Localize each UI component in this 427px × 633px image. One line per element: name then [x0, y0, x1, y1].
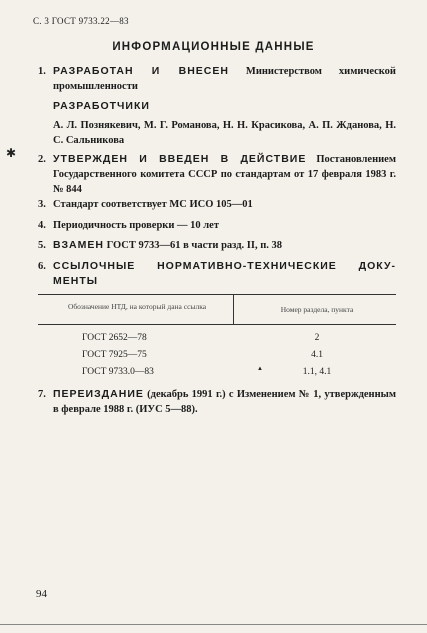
item-number: 7.	[38, 389, 46, 400]
item-lead: РАЗРАБОТАН И ВНЕСЕН	[53, 65, 229, 77]
page-header: С. 3 ГОСТ 9733.22—83	[33, 16, 129, 26]
table-cell-section: 1.1, 4.1	[302, 367, 332, 377]
item-number: 5.	[38, 240, 46, 251]
info-item-1	[38, 64, 396, 94]
table-cell-section: 2	[314, 333, 320, 343]
item-number: 6.	[38, 261, 46, 272]
table-top-rule	[38, 294, 396, 295]
item-text	[53, 238, 396, 253]
item-body: Министерством химической промышленности	[53, 66, 396, 92]
item-lead: УТВЕРЖДЕН И ВВЕДЕН В ДЕЙСТВИЕ	[53, 153, 307, 165]
item-number: 4.	[38, 220, 46, 231]
reference-table	[38, 294, 396, 378]
item-lead-continued: МЕНТЫ	[53, 275, 99, 287]
table-header-rule	[38, 324, 396, 325]
item-body: Постановлением Государственного комитета СССР по стандартам от 17 февраля 1983 г. № 844	[53, 154, 396, 195]
table-header-section: Номер раздела, пункта	[280, 305, 354, 314]
item-number: 2.	[38, 154, 46, 165]
developers-heading: РАЗРАБОТЧИКИ	[53, 100, 150, 112]
table-cell-document: ГОСТ 9733.0—83	[82, 367, 154, 377]
triangle-mark-icon: ▲	[257, 366, 263, 372]
item-lead: ССЫЛОЧНЫЕ НОРМАТИВНО-ТЕХНИЧЕСКИЕ ДОКУ-	[53, 260, 396, 272]
item-lead: ВЗАМЕН	[53, 239, 104, 251]
table-column-divider	[233, 294, 234, 324]
bottom-rule	[0, 624, 427, 625]
item-number: 1.	[38, 66, 46, 77]
item-text: Периодичность проверки — 10 лет	[53, 220, 219, 231]
item-body: (декабрь 1991 г.) с Изменением № 1, утвержденным в феврале 1988 г. (ИУС 5—88).	[53, 389, 396, 415]
page-title: ИНФОРМАЦИОННЫЕ ДАННЫЕ	[112, 41, 315, 53]
item-text	[53, 152, 396, 197]
developers-names: А. Л. Познякевич, М. Г. Романова, Н. Н. Красикова, А. П. Жданова, Н. С. Сальникова	[53, 120, 396, 146]
info-item-5	[38, 238, 396, 253]
info-item-7	[38, 387, 396, 417]
table-cell-document: ГОСТ 7925—75	[82, 350, 147, 360]
table-header-document: Обозначение НТД, на который дана ссылка	[67, 302, 207, 311]
table-cell-section: 4.1	[311, 350, 323, 360]
item-body: ГОСТ 9733—61 в части разд. II, п. 38	[103, 240, 282, 251]
table-cell-document: ГОСТ 2652—78	[82, 333, 147, 343]
item-text	[53, 387, 396, 417]
asterisk-mark-icon: ✱	[6, 146, 17, 160]
item-number: 3.	[38, 199, 46, 210]
item-text	[53, 64, 396, 94]
info-item-4	[38, 218, 396, 233]
page-number: 94	[36, 588, 47, 600]
item-lead: ПЕРЕИЗДАНИЕ	[53, 388, 144, 400]
info-item-2	[38, 152, 396, 197]
item-text: Стандарт соответствует МС ИСО 105—01	[53, 199, 253, 210]
info-item-6	[38, 259, 396, 289]
info-item-3	[38, 197, 396, 212]
item-text	[53, 259, 396, 289]
